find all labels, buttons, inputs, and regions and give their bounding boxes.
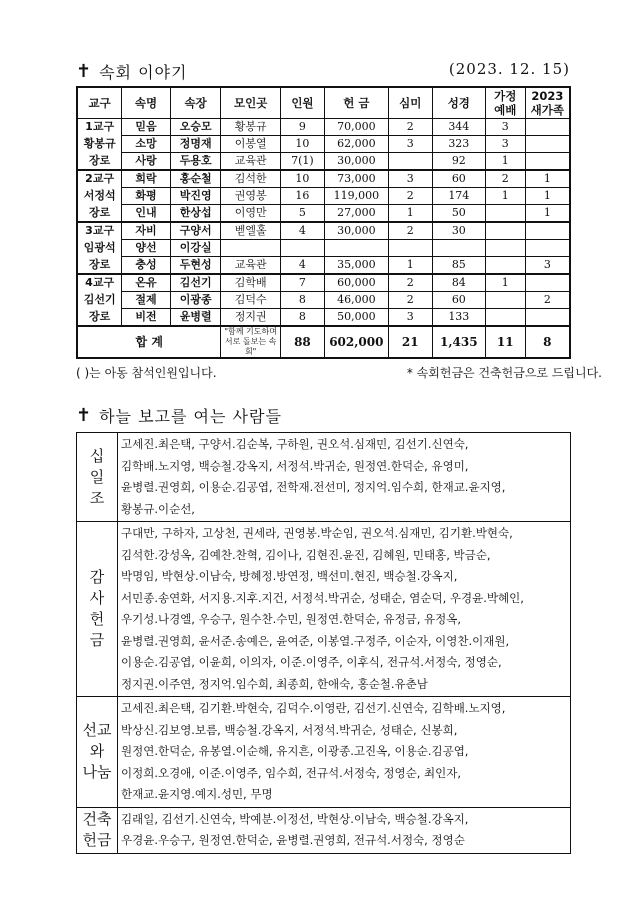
table-cell bbox=[221, 240, 280, 257]
table-cell: 50 bbox=[432, 205, 485, 223]
donor-line: 고세진.최은택, 김기환.박현숙, 김덕수.이영란, 김선기.신연숙, 김학배.노지영, bbox=[121, 701, 506, 715]
table-cell: 온유 bbox=[122, 274, 171, 292]
donor-line: 박명임, 박현상.이남숙, 방혜정.방연정, 백선미.현진, 백승철.강옥지, bbox=[121, 569, 458, 583]
table-cell bbox=[485, 205, 525, 223]
donor-line: 서민종.송연화, 서지용.지후.지건, 서정석.박귀순, 성태순, 염순덕, 우경윤.박혜인, bbox=[121, 590, 524, 605]
column-header: 교구 bbox=[77, 87, 122, 119]
region-cell: 황봉규 bbox=[77, 136, 122, 153]
table-cell: 3 bbox=[485, 136, 525, 153]
table-cell: 4 bbox=[280, 222, 324, 240]
table-cell bbox=[485, 222, 525, 240]
table-cell: 화평 bbox=[122, 188, 171, 205]
donor-line: 우경윤.우승구, 원정연.한덕순, 윤병렬.권영희, 전규석.서정숙, 정영순 bbox=[121, 833, 465, 847]
table-cell: 174 bbox=[432, 188, 485, 205]
donor-line: 원정연.한덕순, 유봉열.이순해, 유지흔, 이광종.고진옥, 이용순.김공엽, bbox=[121, 744, 469, 758]
table-row bbox=[77, 153, 570, 171]
offering-group-row bbox=[77, 433, 571, 522]
table-row bbox=[77, 257, 570, 275]
table-cell: 60 bbox=[432, 292, 485, 309]
table-cell bbox=[280, 240, 324, 257]
offering-note: * 속회헌금은 건축헌금으로 드립니다. bbox=[406, 366, 602, 380]
table-cell: 3 bbox=[485, 119, 525, 136]
table-cell: 10 bbox=[280, 170, 324, 188]
section2-heading bbox=[76, 404, 282, 427]
table-cell: 희락 bbox=[122, 170, 171, 188]
offering-group-row bbox=[77, 807, 571, 853]
table-cell: 8 bbox=[280, 309, 324, 327]
report-date: (2023. 12. 15) bbox=[448, 60, 570, 78]
cross-icon: ✝ bbox=[76, 405, 92, 426]
table-cell bbox=[485, 240, 525, 257]
table-cell: 오승모 bbox=[170, 119, 221, 136]
table-row bbox=[77, 292, 570, 309]
table-cell: 인내 bbox=[122, 205, 171, 223]
table-row bbox=[77, 205, 570, 223]
donor-line: 윤병렬.권영희, 이용순.김공엽, 전학재.전선미, 정지억.임수희, 한재교.윤지영, bbox=[121, 480, 506, 494]
table-cell: 133 bbox=[432, 309, 485, 327]
table-cell: 1 bbox=[388, 205, 432, 223]
offering-group-row bbox=[77, 522, 571, 697]
table-cell: 16 bbox=[280, 188, 324, 205]
table-cell: 92 bbox=[432, 153, 485, 171]
table-cell: 323 bbox=[432, 136, 485, 153]
table-cell: 119,000 bbox=[325, 188, 389, 205]
column-header: 2023 새가족 bbox=[525, 87, 570, 119]
total-value: 602,000 bbox=[325, 326, 389, 358]
table-row bbox=[77, 274, 570, 292]
offering-category: 십 일 조 bbox=[77, 433, 118, 522]
column-header: 속명 bbox=[122, 87, 171, 119]
table-cell: 8 bbox=[280, 292, 324, 309]
section1-heading bbox=[76, 60, 187, 83]
table-cell: 1 bbox=[485, 188, 525, 205]
donor-line: 정지권.이주연, 정지억.임수희, 최종희, 한애숙, 홍순철.유춘남 bbox=[121, 676, 428, 691]
section2-title: 하늘 보고를 여는 사람들 bbox=[99, 407, 282, 426]
column-header: 모인곳 bbox=[221, 87, 280, 119]
table-cell bbox=[485, 292, 525, 309]
table-cell: 두현성 bbox=[170, 257, 221, 275]
section1-title: 속회 이야기 bbox=[99, 63, 188, 82]
table-cell bbox=[388, 153, 432, 171]
table-cell bbox=[485, 257, 525, 275]
region-cell: 4교구 bbox=[77, 274, 122, 292]
table-cell: 이영만 bbox=[221, 205, 280, 223]
donor-line: 구대만, 구하자, 고상천, 권세라, 권영봉.박순임, 권오석.심재민, 김기환.박현숙, bbox=[121, 526, 513, 540]
table-row bbox=[77, 240, 570, 257]
total-slogan: "함께 기도하며 서로 돌보는 속회" bbox=[221, 326, 280, 358]
total-value: 11 bbox=[485, 326, 525, 358]
offering-names bbox=[118, 807, 571, 853]
column-header: 심미 bbox=[388, 87, 432, 119]
total-value: 88 bbox=[280, 326, 324, 358]
table-cell: 10 bbox=[280, 136, 324, 153]
offering-names bbox=[118, 697, 571, 808]
table-header-row bbox=[77, 87, 570, 119]
offerings-body bbox=[77, 433, 571, 854]
table-cell: 믿음 bbox=[122, 119, 171, 136]
table-cell: 김선기 bbox=[170, 274, 221, 292]
table-cell: 35,000 bbox=[325, 257, 389, 275]
region-cell: 장로 bbox=[77, 153, 122, 171]
table-cell: 윤병렬 bbox=[170, 309, 221, 327]
table-cell: 2 bbox=[525, 292, 570, 309]
table-cell: 3 bbox=[388, 170, 432, 188]
table-cell bbox=[525, 153, 570, 171]
total-label: 합 계 bbox=[77, 326, 221, 358]
table-cell bbox=[525, 309, 570, 327]
table-cell: 이광종 bbox=[170, 292, 221, 309]
table-cell bbox=[432, 240, 485, 257]
region-cell: 장로 bbox=[77, 205, 122, 223]
offering-names bbox=[118, 433, 571, 522]
donor-line: 김래일, 김선기.신연숙, 박예분.이정선, 박현상.이남숙, 백승철.강옥지, bbox=[121, 811, 469, 826]
table-cell: 85 bbox=[432, 257, 485, 275]
column-header: 가정 예배 bbox=[485, 87, 525, 119]
table-cell: 2 bbox=[388, 292, 432, 309]
donor-line: 이용순.김공엽, 이윤희, 이의자, 이준.이영주, 이후식, 전규석.서정숙, 정영순, bbox=[121, 655, 502, 669]
column-header: 인원 bbox=[280, 87, 324, 119]
donor-line: 이정희.오경애, 이준.이영주, 임수희, 전규석.서정숙, 정영순, 최인자, bbox=[121, 765, 462, 780]
table-cell: 1 bbox=[485, 153, 525, 171]
table-cell: 황봉규 bbox=[221, 119, 280, 136]
table-cell bbox=[525, 240, 570, 257]
table-cell: 84 bbox=[432, 274, 485, 292]
table-cell: 홍순철 bbox=[170, 170, 221, 188]
offering-group-row bbox=[77, 697, 571, 808]
table-cell: 정명재 bbox=[170, 136, 221, 153]
table-cell: 73,000 bbox=[325, 170, 389, 188]
table-row bbox=[77, 136, 570, 153]
column-header: 성경 bbox=[432, 87, 485, 119]
region-cell: 장로 bbox=[77, 309, 122, 327]
offering-category: 감 사 헌 금 bbox=[77, 522, 118, 697]
table-cell: 한상섭 bbox=[170, 205, 221, 223]
table-cell: 교육관 bbox=[221, 153, 280, 171]
offering-names bbox=[118, 522, 571, 697]
table-cell: 2 bbox=[388, 222, 432, 240]
table-cell: 사랑 bbox=[122, 153, 171, 171]
table-cell: 62,000 bbox=[325, 136, 389, 153]
donor-line: 김석한.강성옥, 김예찬.찬혁, 김이나, 김현진.윤진, 김혜원, 민태홍, 박금순, bbox=[121, 547, 491, 562]
table-cell: 김석한 bbox=[221, 170, 280, 188]
table-cell: 5 bbox=[280, 205, 324, 223]
total-value: 1,435 bbox=[432, 326, 485, 358]
column-header: 헌 금 bbox=[325, 87, 389, 119]
table-cell: 1 bbox=[388, 257, 432, 275]
table-cell: 박진영 bbox=[170, 188, 221, 205]
region-cell: 3교구 bbox=[77, 222, 122, 240]
table-cell: 벧엘홀 bbox=[221, 222, 280, 240]
table-row bbox=[77, 309, 570, 327]
table-cell: 충성 bbox=[122, 257, 171, 275]
table-cell bbox=[525, 136, 570, 153]
table-cell: 3 bbox=[525, 257, 570, 275]
donor-line: 한재교.윤지영.예지.성민, 무명 bbox=[121, 787, 273, 801]
region-cell: 2교구 bbox=[77, 170, 122, 188]
donor-line: 박상신.김보영.보름, 백승철.강옥지, 서정석.박귀순, 성태순, 신봉희, bbox=[121, 722, 458, 737]
table-cell: 50,000 bbox=[325, 309, 389, 327]
table-cell: 7 bbox=[280, 274, 324, 292]
table-cell: 2 bbox=[388, 188, 432, 205]
table-cell bbox=[525, 119, 570, 136]
region-cell: 서정석 bbox=[77, 188, 122, 205]
table-cell: 자비 bbox=[122, 222, 171, 240]
table-cell: 이강실 bbox=[170, 240, 221, 257]
table-cell: 두용호 bbox=[170, 153, 221, 171]
table-row bbox=[77, 119, 570, 136]
child-attendance-note: ( )는 아동 참석인원입니다. bbox=[76, 366, 217, 380]
table-cell: 김덕수 bbox=[221, 292, 280, 309]
table-cell: 70,000 bbox=[325, 119, 389, 136]
table-cell: 정지권 bbox=[221, 309, 280, 327]
table-cell: 60 bbox=[432, 170, 485, 188]
offering-category: 선교 와 나눔 bbox=[77, 697, 118, 808]
region-cell: 장로 bbox=[77, 257, 122, 275]
table-cell: 7(1) bbox=[280, 153, 324, 171]
table-cell: 30,000 bbox=[325, 153, 389, 171]
table-cell: 30,000 bbox=[325, 222, 389, 240]
donor-line: 윤병렬.권영희, 윤서준.송예은, 윤여준, 이봉열.구정주, 이순자, 이영찬.이재원, bbox=[121, 633, 510, 648]
table-cell: 이봉열 bbox=[221, 136, 280, 153]
table-cell: 46,000 bbox=[325, 292, 389, 309]
table-cell: 1 bbox=[525, 205, 570, 223]
table-cell: 3 bbox=[388, 136, 432, 153]
donor-line: 황봉규.이순선, bbox=[121, 501, 195, 516]
table-cell: 1 bbox=[485, 274, 525, 292]
table-cell bbox=[525, 222, 570, 240]
offerings-table bbox=[76, 432, 571, 854]
column-header: 속장 bbox=[170, 87, 221, 119]
table-cell bbox=[485, 309, 525, 327]
donor-line: 고세진.최은택, 구양서.김순복, 구하원, 권오석.심재민, 김선기.신연숙, bbox=[121, 437, 469, 451]
table-cell: 2 bbox=[388, 119, 432, 136]
table-cell bbox=[525, 274, 570, 292]
donor-line: 김학배.노지영, 백승철.강옥지, 서정석.박귀순, 원정연.한덕순, 유영미, bbox=[121, 458, 469, 473]
table-cell: 2 bbox=[485, 170, 525, 188]
table-cell bbox=[325, 240, 389, 257]
table-cell: 27,000 bbox=[325, 205, 389, 223]
table-cell: 9 bbox=[280, 119, 324, 136]
table-cell: 김학배 bbox=[221, 274, 280, 292]
table-cell: 권영봉 bbox=[221, 188, 280, 205]
table-cell: 양선 bbox=[122, 240, 171, 257]
table-cell: 교육관 bbox=[221, 257, 280, 275]
table-cell: 1 bbox=[525, 170, 570, 188]
table-cell: 344 bbox=[432, 119, 485, 136]
table-row bbox=[77, 170, 570, 188]
region-cell: 1교구 bbox=[77, 119, 122, 136]
table-cell: 구양서 bbox=[170, 222, 221, 240]
table-cell: 2 bbox=[388, 274, 432, 292]
total-value: 8 bbox=[525, 326, 570, 358]
cell-group-table bbox=[76, 86, 571, 359]
offering-category: 건축 헌금 bbox=[77, 807, 118, 853]
table-row bbox=[77, 222, 570, 240]
donor-line: 우기성.나경엘, 우승구, 원수찬.수민, 원정연.한덕순, 유정금, 유정옥, bbox=[121, 612, 462, 626]
table-cell bbox=[388, 240, 432, 257]
total-value: 21 bbox=[388, 326, 432, 358]
table-cell: 3 bbox=[388, 309, 432, 327]
table-row bbox=[77, 188, 570, 205]
table-cell: 1 bbox=[525, 188, 570, 205]
cross-icon: ✝ bbox=[76, 61, 92, 82]
total-row bbox=[77, 326, 570, 358]
table-cell: 소망 bbox=[122, 136, 171, 153]
table-body bbox=[77, 119, 570, 359]
table-cell: 절제 bbox=[122, 292, 171, 309]
region-cell: 임광석 bbox=[77, 240, 122, 257]
table-cell: 4 bbox=[280, 257, 324, 275]
region-cell: 김선기 bbox=[77, 292, 122, 309]
table-cell: 비전 bbox=[122, 309, 171, 327]
table-cell: 60,000 bbox=[325, 274, 389, 292]
table-cell: 30 bbox=[432, 222, 485, 240]
